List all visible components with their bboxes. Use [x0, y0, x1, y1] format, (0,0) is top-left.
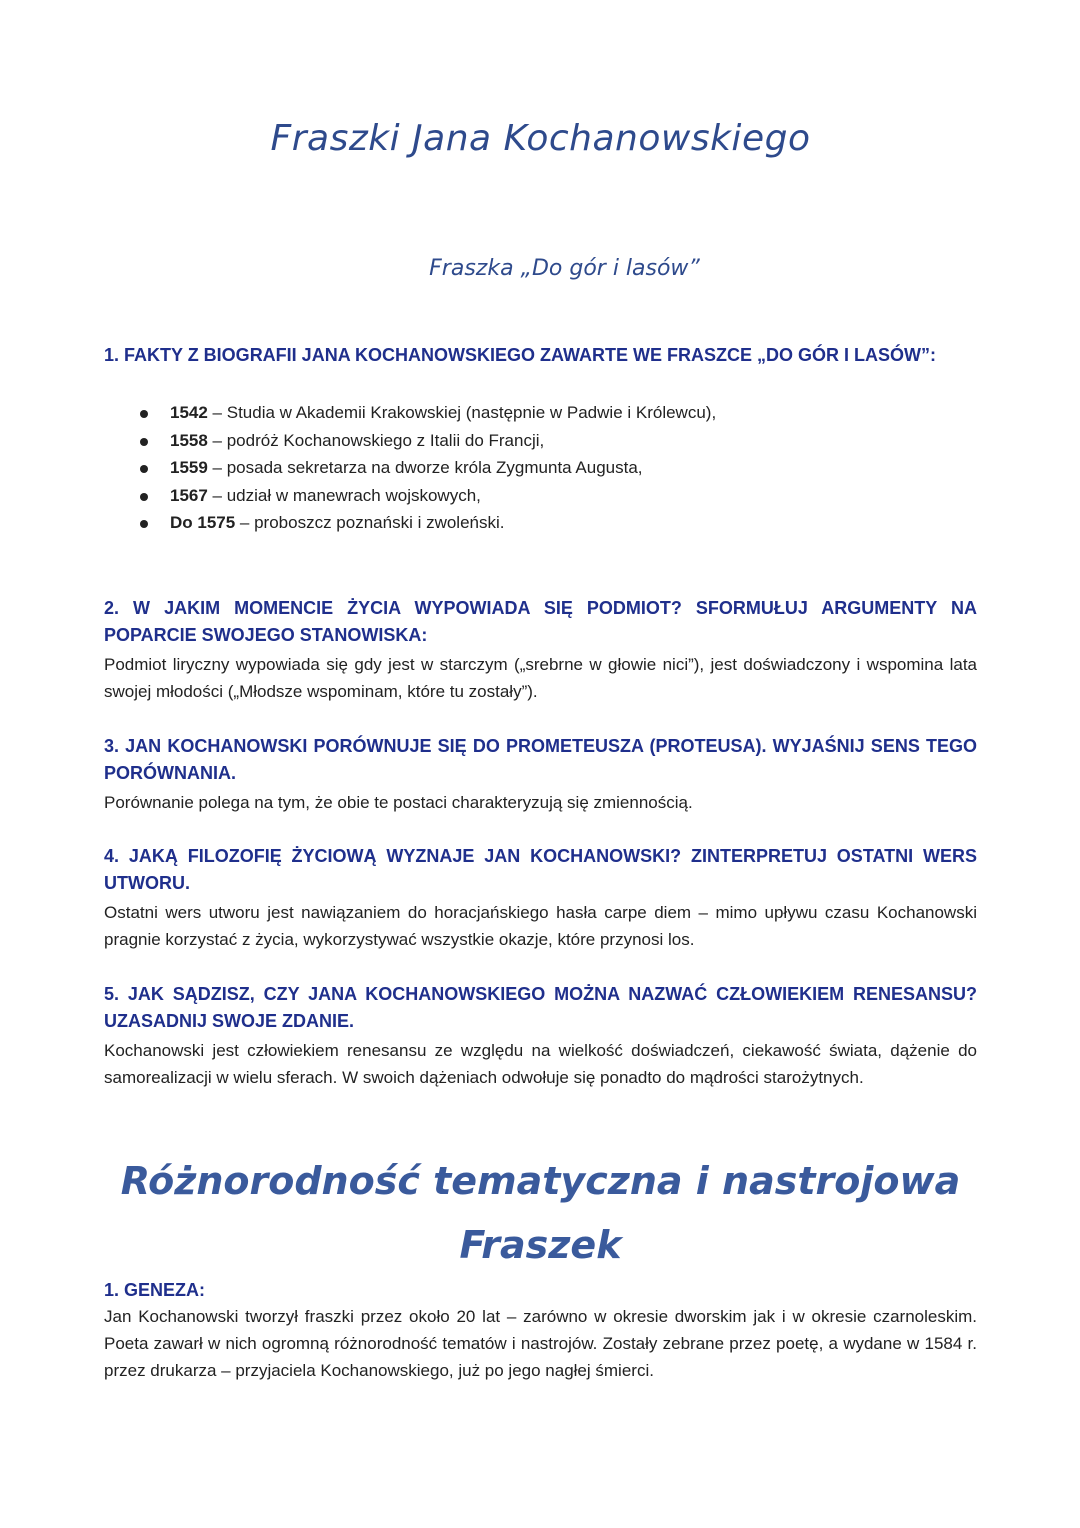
answer-5-text: Kochanowski jest człowiekiem renesansu ze względu na wielkość doświadczeń, ciekawość świata, dążenie do samorealizacji w wielu sferach. W swoich dążeniach odwołuje się ponadto do mądrości starożytnych. [104, 1041, 977, 1087]
section-2-title-line-1: Różnorodność tematyczna i nastrojowa [120, 1159, 961, 1203]
list-item: Do 1575 – proboszcz poznański i zwoleński. [104, 509, 977, 537]
bullet-icon [140, 438, 148, 446]
list-item: 1542 – Studia w Akademii Krakowskiej (następnie w Padwie i Królewcu), [104, 399, 977, 427]
list-item: 1559 – posada sekretarza na dworze króla Zygmunta Augusta, [104, 454, 977, 482]
biography-facts-list [104, 399, 977, 537]
bullet-icon [140, 520, 148, 528]
question-5-heading: 5. JAK SĄDZISZ, CZY JANA KOCHANOWSKIEGO MOŻNA NAZWAĆ CZŁOWIEKIEM RENESANSU? UZASADNIJ SWOJE ZDANIE. [104, 984, 977, 1031]
bullet-icon [140, 465, 148, 473]
question-4-heading: 4. JAKĄ FILOZOFIĘ ŻYCIOWĄ WYZNAJE JAN KOCHANOWSKI? ZINTERPRETUJ OSTATNI WERS UTWORU. [104, 846, 977, 893]
bullet-icon [140, 410, 148, 418]
section-2-title-line-2: Fraszek [459, 1223, 622, 1267]
answer-2-text: Podmiot liryczny wypowiada się gdy jest w starczym („srebrne w głowie nici”), jest doświadczony i wspomina lata swojej młodości („Młodsze wspominam, które tu zostały”). [104, 655, 977, 701]
bullet-icon [140, 493, 148, 501]
main-title: Fraszki Jana Kochanowskiego [270, 118, 811, 159]
question-1-heading: 1. FAKTY Z BIOGRAFII JANA KOCHANOWSKIEGO ZAWARTE WE FRASZCE „DO GÓR I LASÓW”: [104, 345, 937, 365]
list-item: 1567 – udział w manewrach wojskowych, [104, 482, 977, 510]
genesis-heading: 1. GENEZA: [104, 1280, 206, 1300]
question-2-heading: 2. W JAKIM MOMENCIE ŻYCIA WYPOWIADA SIĘ PODMIOT? SFORMUŁUJ ARGUMENTY NA POPARCIE SWOJEGO STANOWISKA: [104, 598, 977, 645]
genesis-text: Jan Kochanowski tworzył fraszki przez około 20 lat – zarówno w okresie dworskim jak i w okresie czarnoleskim. Poeta zawarł w nich ogromną różnorodność tematów i nastrojów. Zostały zebrane przez poetę, a wydane w 1584 r. przez drukarza – przyjaciela Kochanowskiego, już po jego nagłej śmierci. [104, 1307, 977, 1380]
answer-3-text: Porównanie polega na tym, że obie te postaci charakteryzują się zmiennością. [104, 793, 693, 812]
answer-4-text: Ostatni wers utworu jest nawiązaniem do horacjańskiego hasła carpe diem – mimo upływu czasu Kochanowski pragnie korzystać z życia, wykorzystywać wszystkie okazje, które przynosi los. [104, 903, 977, 949]
question-3-heading: 3. JAN KOCHANOWSKI PORÓWNUJE SIĘ DO PROMETEUSZA (PROTEUSA). WYJAŚNIJ SENS TEGO PORÓWNANIA. [104, 736, 977, 783]
list-item: 1558 – podróż Kochanowskiego z Italii do Francji, [104, 427, 977, 455]
poem-subtitle: Fraszka „Do gór i lasów” [429, 256, 700, 281]
